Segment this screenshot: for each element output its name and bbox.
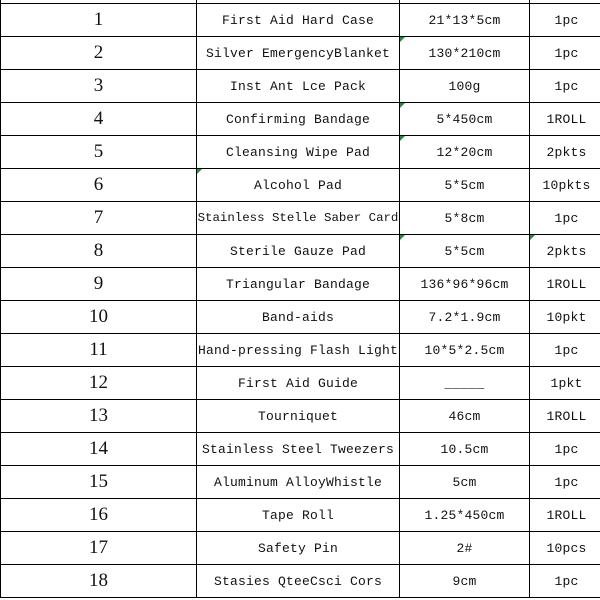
table-row: [1, 103, 600, 136]
item-number: 15: [1, 466, 197, 499]
table-row: [1, 565, 600, 598]
item-number: 16: [1, 499, 197, 532]
table-row: [1, 268, 600, 301]
item-name: Stasies QteeCsci Cors: [197, 565, 400, 598]
item-quantity: 10pkt: [530, 301, 600, 334]
item-number: 14: [1, 433, 197, 466]
item-number: 7: [1, 202, 197, 235]
item-number: 17: [1, 532, 197, 565]
item-number: 2: [1, 37, 197, 70]
item-number: 11: [1, 334, 197, 367]
table-row: [1, 169, 600, 202]
item-quantity: 2pkts: [530, 235, 600, 268]
item-quantity: 1pc: [530, 334, 600, 367]
item-quantity: 1pc: [530, 70, 600, 103]
item-number: 6: [1, 169, 197, 202]
table-row: [1, 466, 600, 499]
item-quantity: 1pc: [530, 565, 600, 598]
item-quantity: 1pkt: [530, 367, 600, 400]
item-name: First Aid Hard Case: [197, 4, 400, 37]
item-name: Sterile Gauze Pad: [197, 235, 400, 268]
item-name: Band-aids: [197, 301, 400, 334]
table-row: [1, 202, 600, 235]
item-size: 5*8cm: [400, 202, 530, 235]
item-name: Stainless Steel Tweezers: [197, 433, 400, 466]
item-quantity: 1ROLL: [530, 268, 600, 301]
item-name: Safety Pin: [197, 532, 400, 565]
item-quantity: 10pcs: [530, 532, 600, 565]
item-quantity: 2pkts: [530, 136, 600, 169]
item-quantity: 1ROLL: [530, 499, 600, 532]
item-number: 3: [1, 70, 197, 103]
item-quantity: 1pc: [530, 433, 600, 466]
item-name: First Aid Guide: [197, 367, 400, 400]
table-row: [1, 70, 600, 103]
item-size: 5cm: [400, 466, 530, 499]
table-row: [1, 532, 600, 565]
table-row: [1, 367, 600, 400]
item-name: Tourniquet: [197, 400, 400, 433]
item-quantity: 10pkts: [530, 169, 600, 202]
table-body: [1, 0, 600, 598]
item-number: 13: [1, 400, 197, 433]
table-row: [1, 37, 600, 70]
item-size: 100g: [400, 70, 530, 103]
item-number: 18: [1, 565, 197, 598]
item-number: 1: [1, 4, 197, 37]
item-size: 5*5cm: [400, 235, 530, 268]
item-name: Alcohol Pad: [197, 169, 400, 202]
item-size: 5*450cm: [400, 103, 530, 136]
item-size: 1.25*450cm: [400, 499, 530, 532]
item-number: 8: [1, 235, 197, 268]
item-size: 2#: [400, 532, 530, 565]
item-size: _____: [400, 367, 530, 400]
item-size: 5*5cm: [400, 169, 530, 202]
item-quantity: 1ROLL: [530, 103, 600, 136]
item-size: 130*210cm: [400, 37, 530, 70]
item-size: 12*20cm: [400, 136, 530, 169]
item-number: 10: [1, 301, 197, 334]
item-number: 5: [1, 136, 197, 169]
table-row: [1, 400, 600, 433]
item-number: 4: [1, 103, 197, 136]
item-quantity: 1pc: [530, 202, 600, 235]
item-name: Inst Ant Lce Pack: [197, 70, 400, 103]
item-name: Hand-pressing Flash Light: [197, 334, 400, 367]
item-size: 9cm: [400, 565, 530, 598]
item-name: Triangular Bandage: [197, 268, 400, 301]
item-size: 10.5cm: [400, 433, 530, 466]
table-row: [1, 136, 600, 169]
item-number: 9: [1, 268, 197, 301]
item-size: 7.2*1.9cm: [400, 301, 530, 334]
table-row: [1, 235, 600, 268]
item-number: 12: [1, 367, 197, 400]
item-size: 46cm: [400, 400, 530, 433]
item-name: Confirming Bandage: [197, 103, 400, 136]
table-row: [1, 301, 600, 334]
item-size: 21*13*5cm: [400, 4, 530, 37]
table-row: [1, 433, 600, 466]
item-size: 10*5*2.5cm: [400, 334, 530, 367]
item-name: Stainless Stelle Saber Card: [197, 202, 400, 235]
item-quantity: 1pc: [530, 4, 600, 37]
table-row: [1, 4, 600, 37]
item-quantity: 1ROLL: [530, 400, 600, 433]
item-quantity: 1pc: [530, 466, 600, 499]
item-name: Tape Roll: [197, 499, 400, 532]
item-name: Silver EmergencyBlanket: [197, 37, 400, 70]
item-size: 136*96*96cm: [400, 268, 530, 301]
item-name: Aluminum AlloyWhistle: [197, 466, 400, 499]
item-name: Cleansing Wipe Pad: [197, 136, 400, 169]
table-row: [1, 334, 600, 367]
table-row: [1, 499, 600, 532]
item-quantity: 1pc: [530, 37, 600, 70]
